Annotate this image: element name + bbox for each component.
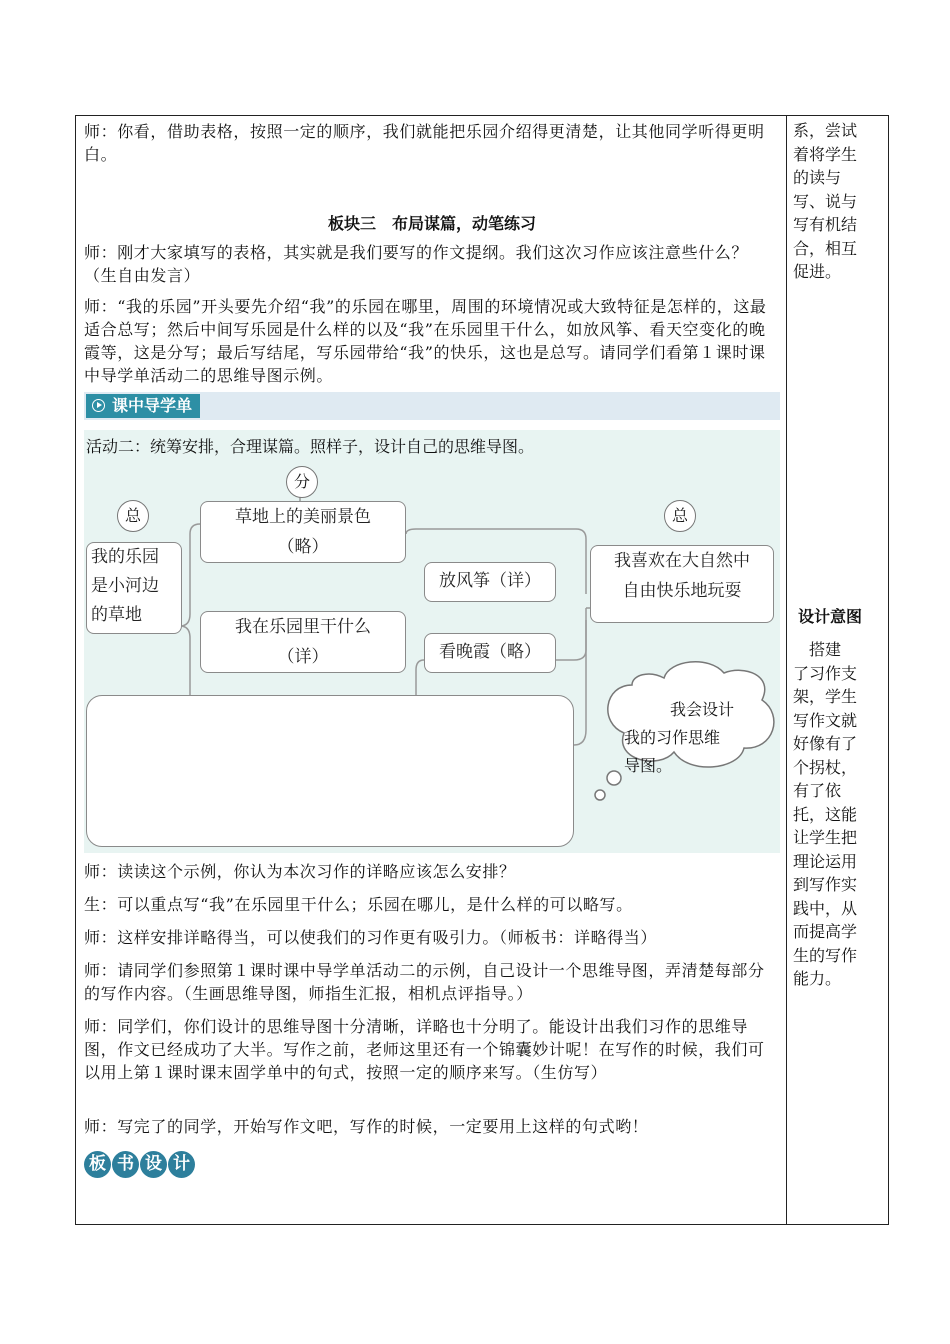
side-body-line: 有了依 — [793, 781, 842, 800]
cloud-text-line-3: 导图。 — [624, 756, 673, 775]
box-scenery-line-2: （略） — [277, 537, 329, 557]
side-note-body — [793, 638, 863, 991]
activity-panel — [84, 430, 780, 853]
board-char-4: 计 — [168, 1151, 195, 1178]
label-fen: 分 — [286, 466, 318, 498]
side-top-line: 合，相互 — [793, 238, 858, 258]
board-char-1: 板 — [84, 1151, 111, 1178]
paragraph-4: 师：读读这个示例，你认为本次习作的详略应该怎么安排？ — [84, 862, 516, 881]
side-top-line: 的读与 — [793, 168, 842, 187]
box-scenery — [200, 501, 406, 563]
box-start — [86, 542, 182, 634]
paragraph-9: 师：写完了的同学，开始写作文吧，写作的时候，一定要用上这样的句式哟！ — [84, 1117, 649, 1136]
side-body-line: 践中，从 — [793, 898, 858, 918]
side-body-line: 托，这能 — [793, 804, 858, 824]
board-design-badge — [84, 1151, 195, 1178]
mindmap-drawing-area[interactable] — [86, 695, 574, 847]
box-kite: 放风筝（详） — [424, 562, 556, 602]
side-body-line: 理论运用 — [793, 851, 858, 871]
lesson-table — [75, 115, 889, 1225]
guide-tag-label: 课中导学单 — [112, 396, 193, 415]
label-zong-left: 总 — [117, 500, 149, 532]
board-char-2: 书 — [112, 1151, 139, 1178]
side-body-line: 让学生把 — [793, 828, 858, 847]
activity-instruction: 活动二：统筹安排，合理谋篇。照样子，设计自己的思维导图。 — [86, 437, 535, 456]
paragraph-1: 师：你看，借助表格，按照一定的顺序，我们就能把乐园介绍得更清楚，让其他同学听得更明白。 — [84, 122, 765, 164]
side-top-line: 写有机结 — [793, 215, 858, 234]
box-doing-line-2: （详） — [277, 647, 329, 667]
side-body-line: 了习作支 — [793, 663, 858, 683]
box-scenery-line-1: 草地上的美丽景色 — [235, 507, 371, 527]
side-top-line: 着将学生 — [793, 144, 858, 164]
cloud-text-line-1: 我会设计 — [670, 700, 735, 719]
side-body-line: 生的写作 — [793, 945, 858, 965]
play-icon — [92, 399, 105, 412]
column-divider — [786, 116, 787, 1224]
side-body-line: 架，学生 — [793, 687, 858, 706]
guide-banner — [84, 392, 780, 420]
cloud-text — [624, 696, 754, 780]
side-body-line: 能力。 — [793, 969, 842, 988]
box-sunset: 看晚霞（略） — [424, 633, 556, 673]
box-start-line-3: 的草地 — [91, 605, 142, 625]
side-body-line: 搭建 — [793, 640, 842, 659]
side-note-top — [793, 119, 863, 284]
box-doing — [200, 611, 406, 673]
label-zong-right: 总 — [664, 500, 696, 532]
paragraph-2: 师：刚才大家填写的表格，其实就是我们要写的作文提纲。我们这次习作应该注意些什么？（生自由发言） — [84, 243, 749, 285]
side-top-line: 写、说与 — [793, 191, 858, 211]
box-end-line-1: 我喜欢在大自然中 — [614, 551, 750, 571]
side-top-line: 促进。 — [793, 262, 842, 281]
side-body-line: 而提高学 — [793, 922, 858, 941]
side-top-line: 系，尝试 — [793, 121, 858, 140]
paragraph-5: 生：可以重点写“我”在乐园里干什么；乐园在哪儿，是什么样的可以略写。 — [84, 895, 633, 914]
side-body-line: 好像有了 — [793, 734, 858, 753]
side-title: 设计意图 — [798, 607, 863, 626]
board-char-3: 设 — [140, 1151, 167, 1178]
paragraph-6: 师：这样安排详略得当，可以使我们的习作更有吸引力。（师板书：详略得当） — [84, 928, 658, 947]
paragraph-3: 师：“我的乐园”开头要先介绍“我”的乐园在哪里，周围的环境情况或大致特征是怎样的，这最适合总写；然后中间写乐园是什么样的以及“我”在乐园里干什么，如放风筝、看天空变化的晚霞等，这是分写；最后写结尾，写乐园带给“我”的快乐，这也是总写。请同学们看第１课时课中导学单活动二的思维导图示例。 — [84, 297, 767, 385]
cloud-text-line-2: 我的习作思维 — [624, 728, 721, 747]
side-body-line: 写作文就 — [793, 710, 858, 730]
box-end — [590, 545, 774, 623]
guide-tag — [86, 394, 200, 418]
box-start-line-1: 我的乐园 — [91, 547, 159, 567]
side-body-line: 个拐杖， — [793, 757, 858, 777]
paragraph-7: 师：请同学们参照第１课时课中导学单活动二的示例，自己设计一个思维导图，弄清楚每部分的写作内容。（生画思维导图，师指生汇报，相机点评指导。） — [84, 961, 765, 1003]
box-doing-line-1: 我在乐园里干什么 — [235, 617, 371, 637]
paragraph-8: 师：同学们，你们设计的思维导图十分清晰，详略也十分明了。能设计出我们习作的思维导图，作文已经成功了大半。写作之前，老师这里还有一个锦囊妙计呢！在写作的时候，我们可以用上第１课时课末固学单中的句式，按照一定的顺序来写。（生仿写） — [84, 1017, 765, 1082]
side-body-line: 到写作实 — [793, 875, 858, 894]
section-title: 板块三 布局谋篇，动笔练习 — [327, 214, 536, 233]
box-end-line-2: 自由快乐地玩耍 — [622, 581, 742, 601]
box-start-line-2: 是小河边 — [91, 576, 159, 596]
